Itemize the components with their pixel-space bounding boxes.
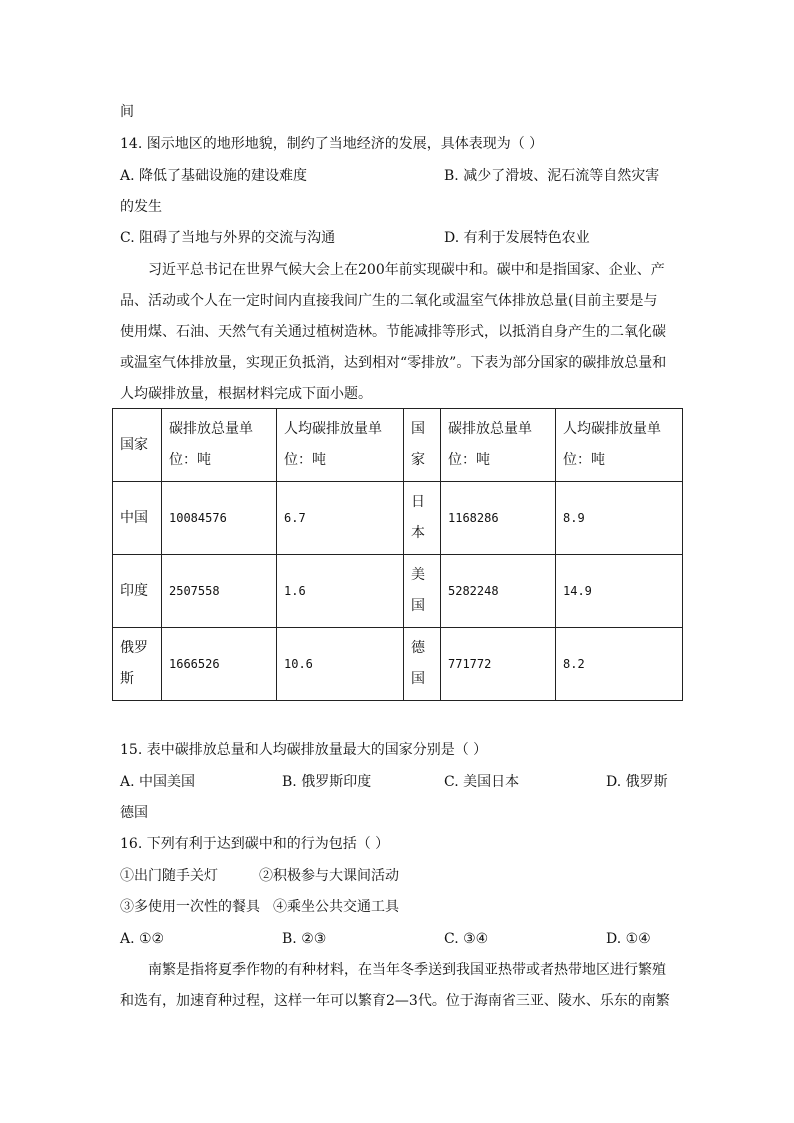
q16-option-d: D. ①④ — [606, 931, 651, 947]
q15-option-d: D. 俄罗斯 — [606, 774, 668, 790]
header-cell: 碳排放总量单位：吨 — [441, 409, 556, 482]
header-cell: 碳排放总量单位：吨 — [162, 409, 277, 482]
header-cell: 人均碳排放量单位：吨 — [556, 409, 683, 482]
total-emission-cell: 1666526 — [162, 628, 277, 701]
q15-option-a: A. 中国美国 — [120, 774, 196, 790]
q14-option-b-continued: 的发生 — [120, 199, 162, 215]
table-row — [113, 628, 683, 701]
header-cell: 国家 — [113, 409, 162, 482]
q16-item-4: ④乘坐公共交通工具 — [273, 899, 399, 915]
per-capita-cell: 8.2 — [556, 628, 683, 701]
q16-item-3: ③多使用一次性的餐具 — [120, 899, 260, 915]
per-capita-cell: 6.7 — [277, 482, 404, 555]
country-cell: 日本 — [404, 482, 441, 555]
per-capita-cell: 10.6 — [277, 628, 404, 701]
passage-nanfan-line-1: 南繁是指将夏季作物的有种材料，在当年冬季送到我国亚热带或者热带地区进行繁殖 — [148, 962, 666, 978]
country-cell: 德国 — [404, 628, 441, 701]
q16-option-c: C. ③④ — [444, 931, 489, 947]
q15-option-b: B. 俄罗斯印度 — [282, 774, 372, 790]
per-capita-cell: 14.9 — [556, 555, 683, 628]
table-row — [113, 482, 683, 555]
q15-option-c: C. 美国日本 — [444, 774, 520, 790]
passage-carbon-line-1: 习近平总书记在世界气候大会上在200年前实现碳中和。碳中和是指国家、企业、产 — [148, 262, 665, 278]
carbon-emissions-table — [112, 408, 683, 701]
q14-option-c: C. 阻碍了当地与外界的交流与沟通 — [120, 230, 336, 246]
total-emission-cell: 10084576 — [162, 482, 277, 555]
q14-option-b: B. 减少了滑坡、泥石流等自然灾害 — [444, 168, 660, 184]
passage-nanfan-line-2: 和选有，加速育种过程，这样一年可以繁育2—3代。位于海南省三亚、陵水、乐东的南繁 — [120, 993, 670, 1009]
q14-option-d: D. 有利于发展特色农业 — [444, 230, 590, 246]
passage-carbon-line-3: 使用煤、石油、天然气有关通过植树造林。节能减排等形式，以抵消自身产生的二氧化碳 — [120, 324, 666, 340]
total-emission-cell: 5282248 — [441, 555, 556, 628]
country-cell: 俄罗斯 — [113, 628, 162, 701]
country-cell: 美国 — [404, 555, 441, 628]
question-16: 16. 下列有利于达到碳中和的行为包括（ ） — [120, 836, 390, 852]
q14-option-a: A. 降低了基础设施的建设难度 — [120, 168, 308, 184]
table-header-row — [113, 409, 683, 482]
total-emission-cell: 771772 — [441, 628, 556, 701]
total-emission-cell: 1168286 — [441, 482, 556, 555]
q16-item-1: ①出门随手关灯 — [120, 868, 218, 884]
per-capita-cell: 8.9 — [556, 482, 683, 555]
table-row — [113, 555, 683, 628]
q16-option-b: B. ②③ — [282, 931, 327, 947]
question-14: 14. 图示地区的地形地貌，制约了当地经济的发展，具体表现为（ ） — [120, 136, 544, 152]
per-capita-cell: 1.6 — [277, 555, 404, 628]
header-cell: 人均碳排放量单位：吨 — [277, 409, 404, 482]
q15-option-d-continued: 德国 — [120, 805, 148, 821]
passage-carbon-line-5: 人均碳排放量，根据材料完成下面小题。 — [120, 386, 372, 402]
passage-carbon-line-2: 品、活动或个人在一定时间内直接我间广生的二氧化或温室气体排放总量(目前主要是与 — [120, 293, 658, 309]
q16-option-a: A. ①② — [120, 931, 165, 947]
q16-item-2: ②积极参与大课间活动 — [259, 868, 399, 884]
country-cell: 中国 — [113, 482, 162, 555]
country-cell: 印度 — [113, 555, 162, 628]
passage-carbon-line-4: 或温室气体排放量，实现正负抵消，达到相对“零排放”。下表为部分国家的碳排放总量和 — [120, 355, 667, 371]
total-emission-cell: 2507558 — [162, 555, 277, 628]
header-cell: 国家 — [404, 409, 441, 482]
line-fragment: 间 — [120, 104, 134, 120]
question-15: 15. 表中碳排放总量和人均碳排放量最大的国家分别是（ ） — [120, 742, 488, 758]
